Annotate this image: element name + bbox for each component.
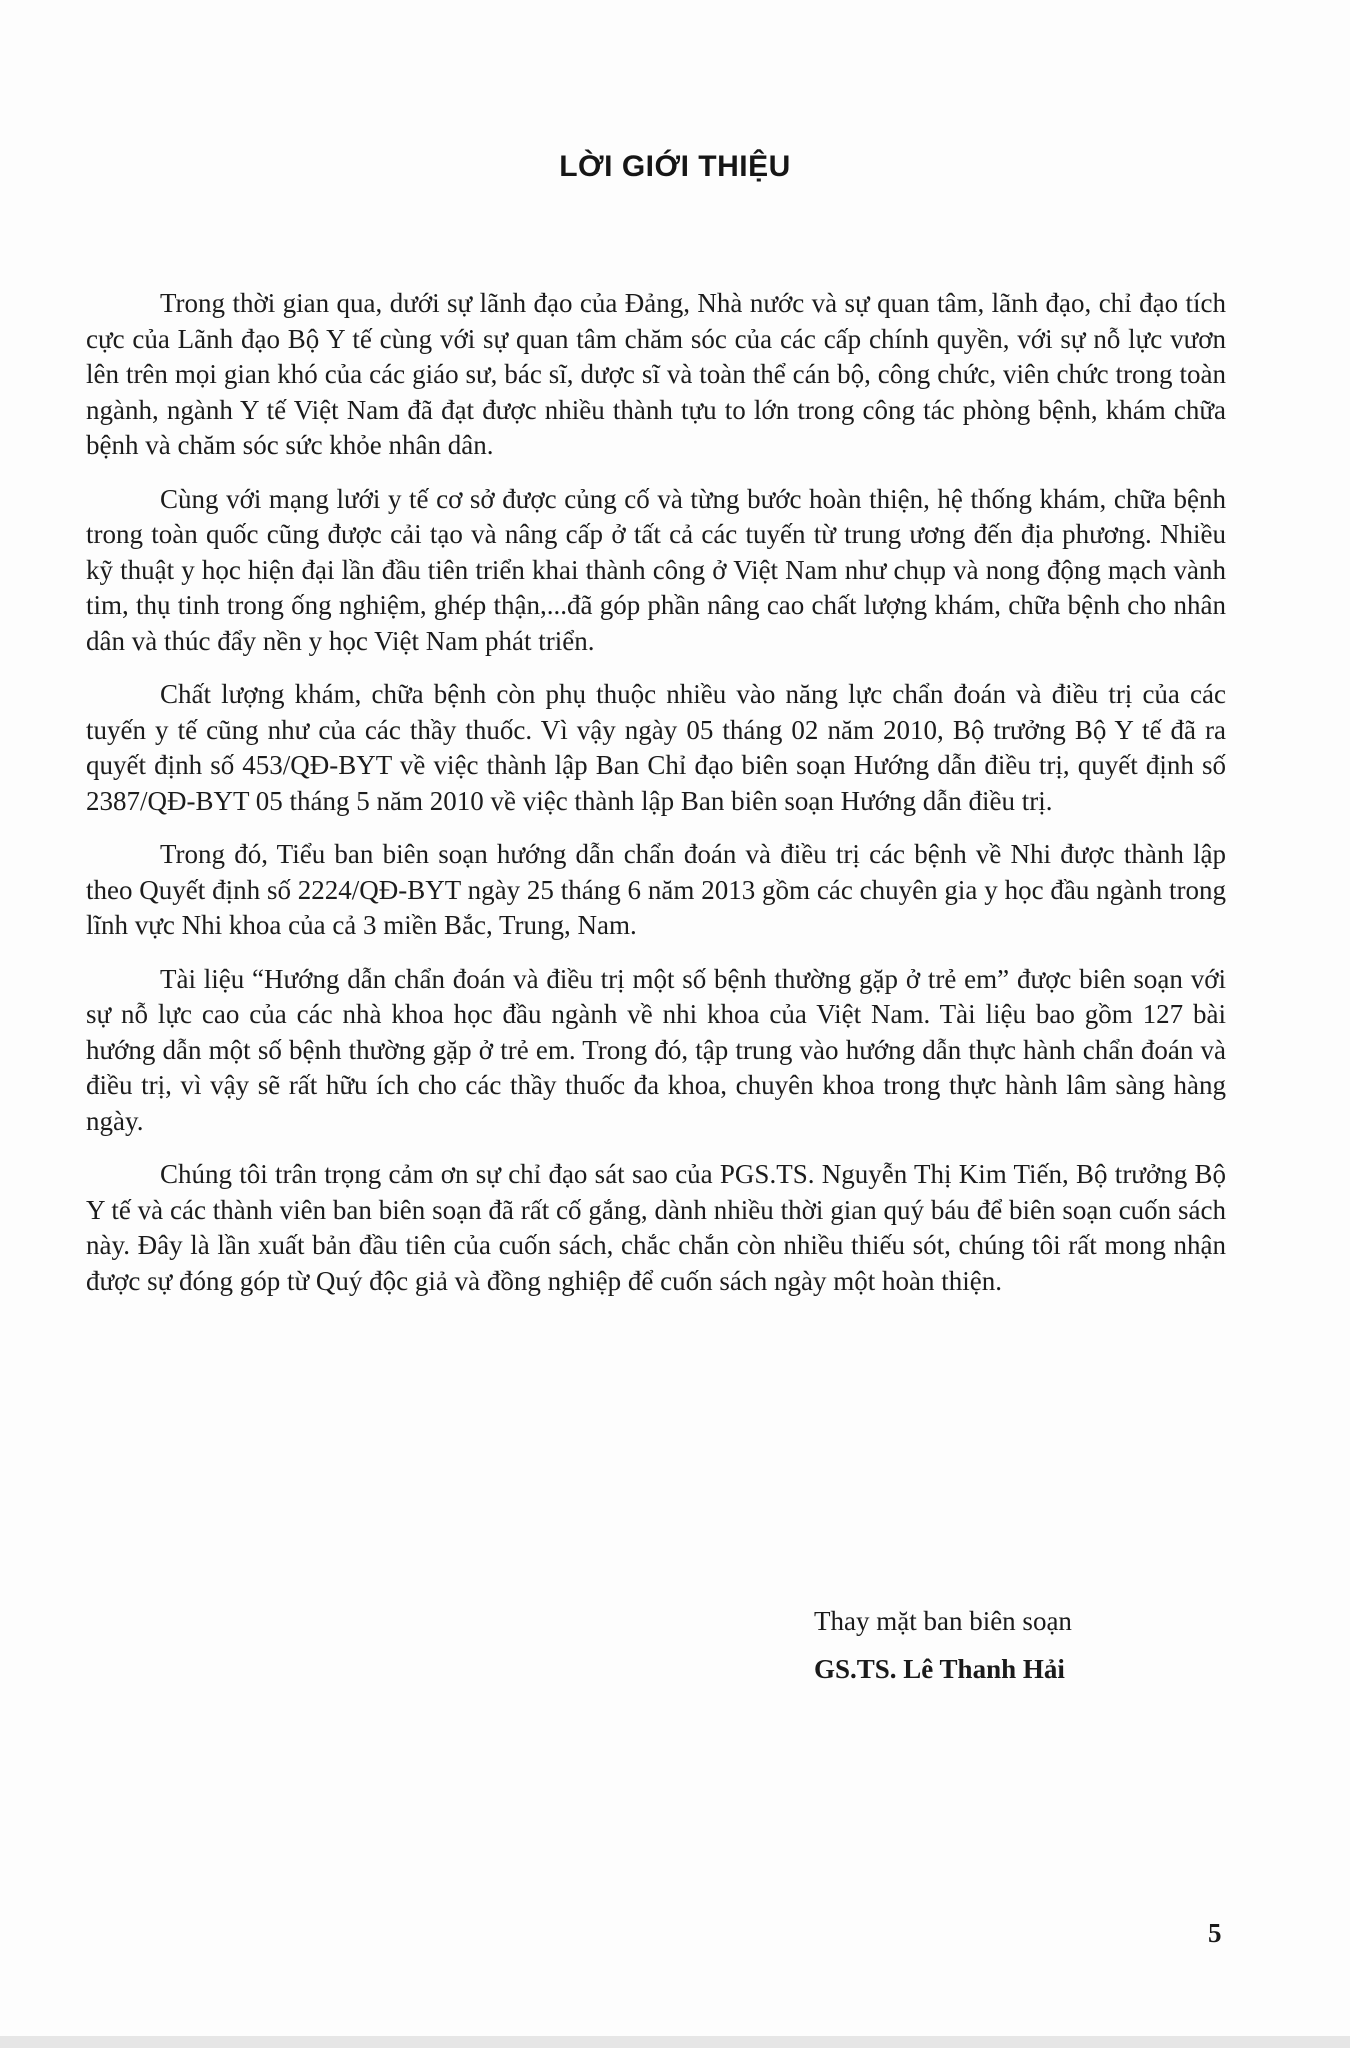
paragraph: Chúng tôi trân trọng cảm ơn sự chỉ đạo sát sao của PGS.TS. Nguyễn Thị Kim Tiến, Bộ trưởng Bộ Y tế và các thành viên ban biên soạn đã rất cố gắng, dành nhiều thời gian quý báu để biên soạn cuốn sách này. Đây là lần xuất bản đầu tiên của cuốn sách, chắc chắn còn nhiều thiếu sót, chúng tôi rất mong nhận được sự đóng góp từ Quý độc giả và đồng nghiệp để cuốn sách ngày một hoàn thiện.	[86, 1159, 1226, 1296]
signature-block	[814, 1604, 1214, 1686]
paragraph: Tài liệu “Hướng dẫn chẩn đoán và điều trị một số bệnh thường gặp ở trẻ em” được biên soạn với sự nỗ lực cao của các nhà khoa học đầu ngành về nhi khoa của Việt Nam. Tài liệu bao gồm 127 bài hướng dẫn một số bệnh thường gặp ở trẻ em. Trong đó, tập trung vào hướng dẫn thực hành chẩn đoán và điều trị, vì vậy sẽ rất hữu ích cho các thầy thuốc đa khoa, chuyên khoa trong thực hành lâm sàng hàng ngày.	[86, 963, 1226, 1136]
body-text	[86, 286, 1226, 1317]
signature-name: GS.TS. Lê Thanh Hải	[814, 1654, 1065, 1684]
paragraph: Trong đó, Tiểu ban biên soạn hướng dẫn chẩn đoán và điều trị các bệnh về Nhi được thành lập theo Quyết định số 2224/QĐ-BYT ngày 25 tháng 6 năm 2013 gồm các chuyên gia y học đầu ngành trong lĩnh vực Nhi khoa của cả 3 miền Bắc, Trung, Nam.	[86, 839, 1226, 940]
paragraph: Chất lượng khám, chữa bệnh còn phụ thuộc nhiều vào năng lực chẩn đoán và điều trị của các tuyến y tế cũng như của các thầy thuốc. Vì vậy ngày 05 tháng 02 năm 2010, Bộ trưởng Bộ Y tế đã ra quyết định số 453/QĐ-BYT về việc thành lập Ban Chỉ đạo biên soạn Hướng dẫn điều trị, quyết định số 2387/QĐ-BYT 05 tháng 5 năm 2010 về việc thành lập Ban biên soạn Hướng dẫn điều trị.	[86, 679, 1226, 816]
page-number: 5	[1208, 1918, 1222, 1948]
signature-role: Thay mặt ban biên soạn	[814, 1606, 1072, 1636]
paragraph: Cùng với mạng lưới y tế cơ sở được củng cố và từng bước hoàn thiện, hệ thống khám, chữa bệnh trong toàn quốc cũng được cải tạo và nâng cấp ở tất cả các tuyến từ trung ương đến địa phương. Nhiều kỹ thuật y học hiện đại lần đầu tiên triển khai thành công ở Việt Nam như chụp và nong động mạch vành tim, thụ tinh trong ống nghiệm, ghép thận,...đã góp phần nâng cao chất lượng khám, chữa bệnh cho nhân dân và thúc đẩy nền y học Việt Nam phát triển.	[86, 483, 1226, 656]
page-title: LỜI GIỚI THIỆU	[559, 150, 791, 183]
scan-edge	[0, 2036, 1350, 2048]
paragraph: Trong thời gian qua, dưới sự lãnh đạo của Đảng, Nhà nước và sự quan tâm, lãnh đạo, chỉ đạo tích cực của Lãnh đạo Bộ Y tế cùng với sự quan tâm chăm sóc của các cấp chính quyền, với sự nỗ lực vươn lên trên mọi gian khó của các giáo sư, bác sĩ, dược sĩ và toàn thể cán bộ, công chức, viên chức trong toàn ngành, ngành Y tế Việt Nam đã đạt được nhiều thành tựu to lớn trong công tác phòng bệnh, khám chữa bệnh và chăm sóc sức khỏe nhân dân.	[86, 288, 1226, 460]
